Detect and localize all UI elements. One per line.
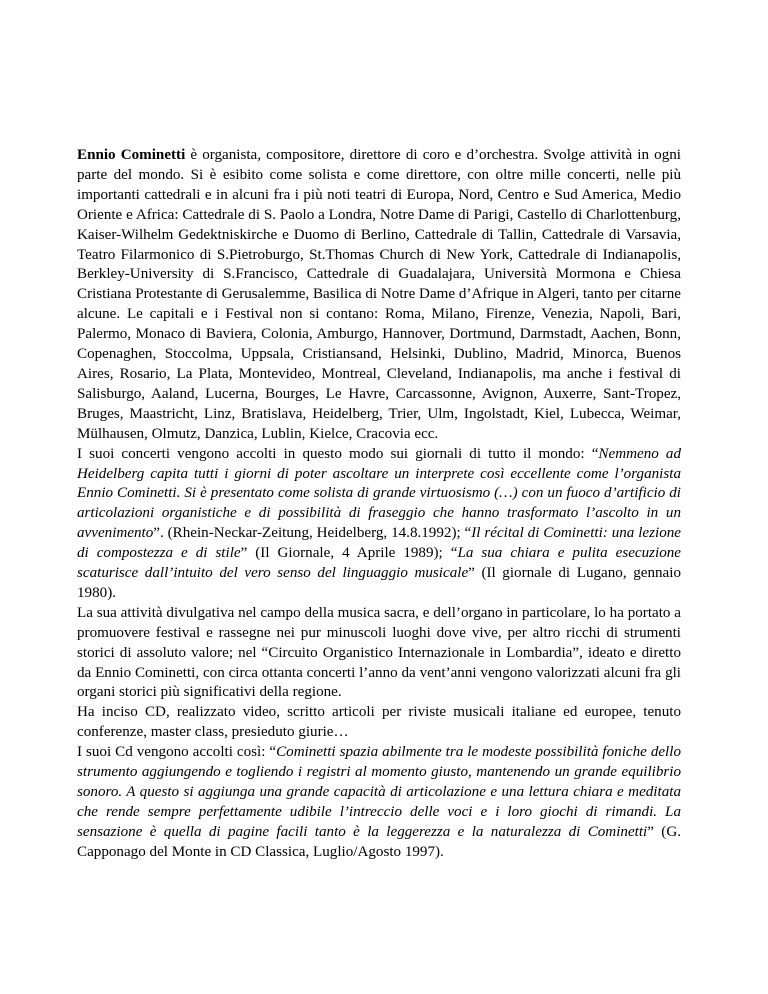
artist-name: Ennio Cominetti [77, 147, 186, 163]
review-quote: La sua chiara e pulita esecuzione scaturisce dall’intuito del vero senso del linguaggio musicale [77, 545, 681, 582]
paragraph-activity: La sua attività divulgativa nel campo della musica sacra, e dell’organo in particolare, lo ha portato a promuovere festival e rassegne nei pur minuscoli luoghi dove vive, per altro ricchi di strumenti storici di assoluto valore; nel “Circuito Organistico Internazionale in Lombardia”, ideato e diretto da Ennio Cominetti, con circa ottanta concerti l’anno da vent’anni vengono valorizzati alcuni fra gli organi storici più significativi della regione. [77, 604, 681, 701]
review-text: ” (Il giornale di Lugano, gennaio 1980). [77, 565, 681, 601]
review-text: ”. (Rhein-Neckar-Zeitung, Heidelberg, 14.8.1992); “ [153, 525, 472, 542]
review-text: I suoi Cd vengono accolti così: “ [77, 744, 277, 761]
paragraph-press-reviews [77, 445, 681, 604]
intro-text: è organista, compositore, direttore di coro e d’orchestra. Svolge attività in ogni parte del mondo. Si è esibito come solista e come direttore, con oltre mille concerti, nelle più importanti cattedrali e in alcuni fra i più noti teatri di Europa, Nord, Centro e Sud America, Medio Oriente e Africa: Cattedrale di S. Paolo a Londra, Notre Dame di Parigi, Castello di Charlottenburg, Kaiser-Wilhelm Gedektniskirche e Duomo di Berlino, Cattedrale di Tallin, Cattedrale di Varsavia, Teatro Filarmonico di S.Pietroburgo, St.Thomas Church di New York, Cattedrale di Indianapolis, Berkley-University di S.Francisco, Cattedrale di Guadalajara, Università Mormona e Chiesa Cristiana Protestante di Gerusalemme, Basilica di Notre Dame d’Afrique in Algeri, tanto per citarne alcune. Le capitali e i Festival non si contano: Roma, Milano, Firenze, Venezia, Napoli, Bari, Palermo, Monaco di Baviera, Colonia, Amburgo, Hannover, Dortmund, Darmstadt, Aachen, Bonn, Copenaghen, Stoccolma, Uppsala, Cristiansand, Helsinki, Dublino, Madrid, Minorca, Buenos Aires, Rosario, La Plata, Montevideo, Montreal, Cleveland, Indianapolis, ma anche i festival di Salisburgo, Aaland, Lucerna, Bourges, Le Havre, Carcassonne, Avignon, Auxerre, Sant-Tropez, Bruges, Maastricht, Linz, Bratislava, Heidelberg, Trier, Ulm, Ingolstadt, Kiel, Lubecca, Weimar, Mülhausen, Olmutz, Danzica, Lublin, Kielce, Cracovia ecc. [77, 147, 681, 442]
review-text: I suoi concerti vengono accolti in questo modo sui giornali di tutto il mondo: “ [77, 445, 599, 462]
review-quote: Cominetti spazia abilmente tra le modeste possibilità foniche dello strumento aggiungendo e togliendo i registri al momento giusto, mantenendo un grande equilibrio sonoro. A questo si aggiunga una grande capacità di articolazione e una lettura chiara e meditata che rende sempre perfettamente udibile l’intreccio delle voci e i loro giochi di rimandi. La sensazione è quella di pagine facili tanto è la leggerezza e la naturalezza di Cominetti [77, 744, 681, 840]
paragraph-cd-reviews [77, 743, 681, 862]
biography-text [77, 146, 681, 863]
review-text: ” (Il Giornale, 4 Aprile 1989); “ [240, 545, 458, 562]
review-text: ” (G. Capponago del Monte in CD Classica, Luglio/Agosto 1997). [77, 823, 681, 860]
review-quote: Nemmeno ad Heidelberg capita tutti i giorni di poter ascoltare un interprete così eccellente come l’organista Ennio Cominetti. Si è presentato come solista di grande virtuosismo (…) con un fuoco d’artificio di articolazioni organistiche e di possibilità di fraseggio che hanno trasformato l’ascolto in un avvenimento [77, 445, 681, 542]
review-quote: Il récital di Cominetti: una lezione di compostezza e di stile [77, 525, 681, 562]
paragraph-intro [77, 146, 681, 445]
paragraph-recordings: Ha inciso CD, realizzato video, scritto articoli per riviste musicali italiane ed europee, tenuto conferenze, master class, presieduto giurie… [77, 704, 681, 741]
